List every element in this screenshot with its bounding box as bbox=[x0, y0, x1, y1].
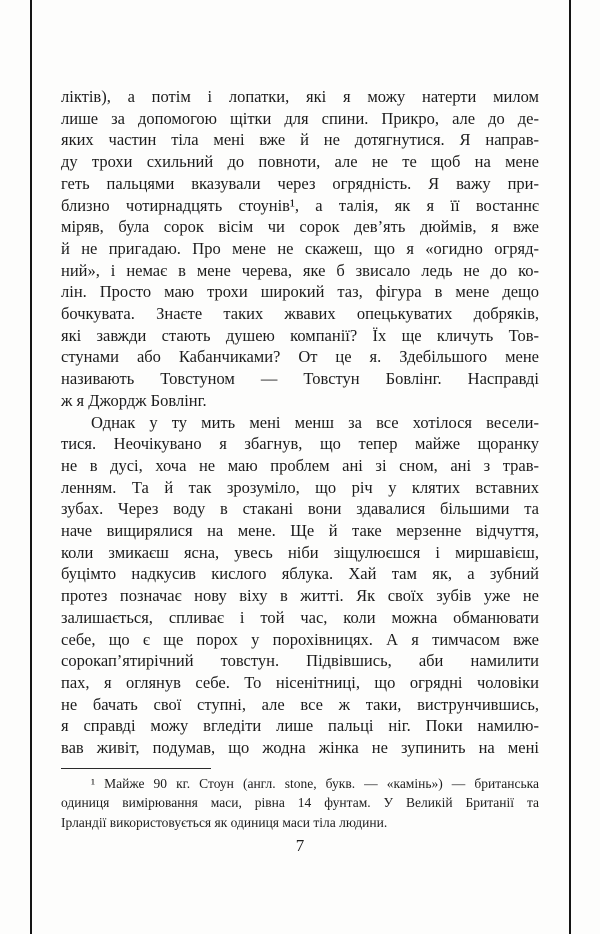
text-line: бочкувата. Знаєте таких жвавих опецькуватих добряків, bbox=[61, 304, 539, 324]
paragraph bbox=[61, 86, 539, 412]
text-line: лін. Просто маю трохи широкий таз, фігура в мене дещо bbox=[61, 282, 539, 302]
text-line: ний», і немає в мене черева, яке б звисало ледь не до ко- bbox=[61, 260, 539, 280]
text-line: тися. Неочікувано я збагнув, що тепер майже щоранку bbox=[61, 434, 539, 454]
text-line: Однак у ту мить мені менш за все хотілося весели- bbox=[91, 412, 539, 432]
text-line: стунами або Кабанчиками? От це я. Здебільшого мене bbox=[61, 347, 539, 367]
text-line: називають Товстуном — Товстун Бовлінг. Насправді bbox=[61, 369, 539, 389]
text-line: зубах. Через воду в стакані вони здавалися більшими та bbox=[61, 499, 539, 519]
text-line: не бачать свої ступні, але все ж таки, виструнчившись, bbox=[61, 694, 539, 714]
text-line: одиниця вимірювання маси, рівна 14 фунтам. У Великій Британії та bbox=[61, 795, 539, 811]
text-line: яких частин тіла мені вже й не дотягнутися. Я направ- bbox=[61, 130, 539, 150]
text-line: ленням. Та й так зрозуміло, що річ у клятих вставних bbox=[61, 477, 539, 497]
footnote-separator bbox=[61, 768, 211, 769]
text-line: вав живіт, подумав, що жодна жінка не зупинить на мені bbox=[61, 738, 539, 758]
text-line: ж я Джордж Бовлінг. bbox=[61, 390, 207, 410]
text-line: міряв, була сорок вісім чи сорок дев’ять дюймів, я вже bbox=[61, 217, 539, 237]
text-line: геть пальцями вказували через огрядність. Я важу при- bbox=[61, 173, 539, 193]
body-text bbox=[61, 86, 539, 832]
text-line: близно чотирнадцять стоунів¹, а талія, як я її востаннє bbox=[61, 195, 539, 215]
text-line: й не пригадаю. Про мене не скажеш, що я «огидно огряд- bbox=[61, 238, 539, 258]
text-line: залишається, спливає і той час, коли можна обманювати bbox=[61, 607, 539, 627]
text-line: ду трохи схильний до повноти, але не те щоб на мене bbox=[61, 152, 539, 172]
page-edge-right-line bbox=[569, 0, 571, 934]
text-line: буцімто надкусив кислого яблука. Хай там як, а зубний bbox=[61, 564, 539, 584]
text-line: наче вищирялися на мене. Ще й таке мерзенне відчуття, bbox=[61, 521, 539, 541]
text-line: я справді можу вгледіти лише пальці ніг. Поки намилю- bbox=[61, 716, 539, 736]
text-line: Ірландії використовується як одиниця маси тіла людини. bbox=[61, 814, 388, 830]
text-line: не в дусі, хоча не маю проблем ані зі сном, ані з трав- bbox=[61, 455, 539, 475]
text-line: які завжди стають душею компанії? Їх ще кличуть Тов- bbox=[61, 325, 539, 345]
text-line: пах, я оглянув себе. То нісенітниці, що огрядні чоловіки bbox=[61, 672, 539, 692]
text-line: лише за допомогою щітки для спини. Прикро, але до де- bbox=[61, 108, 539, 128]
text-line: протез позначає нову віху в житті. Як своїх зубів уже не bbox=[61, 586, 539, 606]
page-edge-left-line bbox=[30, 0, 32, 934]
footnote bbox=[61, 774, 539, 833]
text-line: ліктів), а потім і лопатки, які я можу натерти милом bbox=[61, 87, 539, 106]
text-line: ¹ Майже 90 кг. Стоун (англ. stone, букв. — «камінь») — британська bbox=[91, 775, 539, 791]
text-line: сорокап’ятирічний товстун. Підвівшись, аби намилити bbox=[61, 651, 539, 671]
page-number: 7 bbox=[295, 836, 305, 855]
paragraph bbox=[61, 412, 539, 759]
text-line: себе, що є ще порох у порохівницях. А я тимчасом вже bbox=[61, 629, 539, 649]
text-line: коли змикаєш ясна, увесь ніби зіщулюєшся і миршавієш, bbox=[61, 542, 539, 562]
